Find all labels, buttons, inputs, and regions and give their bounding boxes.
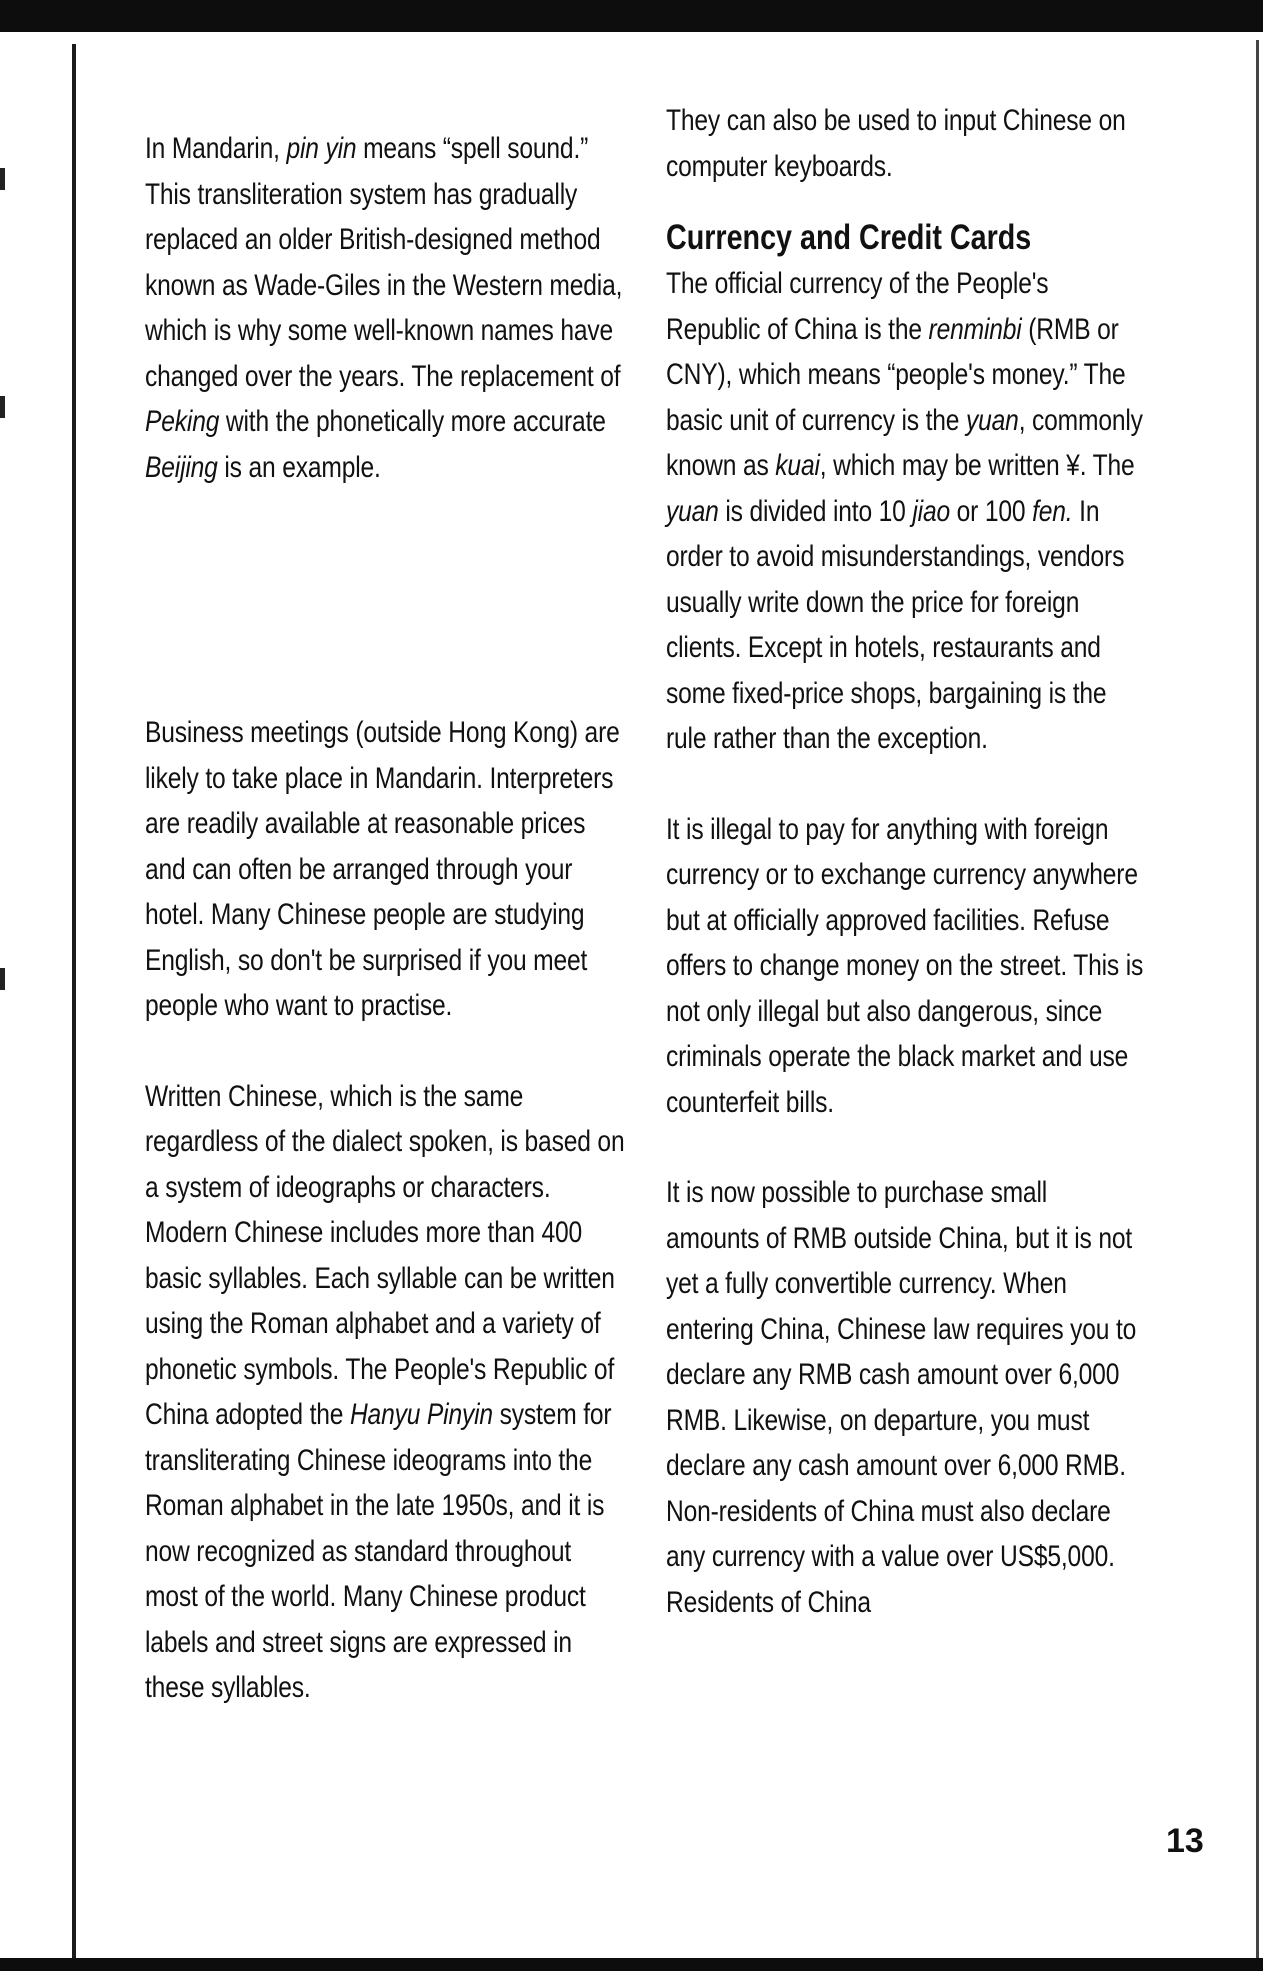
term-pinyin: pin yin: [286, 132, 357, 165]
term-peking: Peking: [145, 405, 220, 438]
term-fen: fen.: [1032, 494, 1073, 528]
left-column-lower: [145, 710, 625, 1711]
currency-paragraph: The official currency of the People's Republic of China is the renminbi (RMB or CNY), which means “people's money.” The basic unit of currency is the yuan, commonly known as kuai, which may be written ¥. The yuan is divided into 10 jiao or 100 fen. In order to avoid misunderstandings, vendors usually write down the price for foreign clients. Except in hotels, restaurants and some fixed-price shops, bargaining is the rule rather than the exception.: [666, 267, 1143, 755]
term-yuan: yuan: [965, 403, 1019, 437]
section-heading: Currency and Credit Cards: [666, 218, 1032, 257]
written-chinese-paragraph: Written Chinese, which is the same regardless of the dialect spoken, is based on a system of ideographs or characters. Modern Chinese includes more than 400 basic syllables. Each syllable can be written using the Roman alphabet and a variety of phonetic symbols. The People's Republic of China adopted the Hanyu Pinyin system for transliterating Chinese ideograms into the Roman alphabet in the late 1950s, and it is now recognized as standard throughout most of the world. Many Chinese product labels and street signs are expressed in these syllables.: [145, 1079, 625, 1704]
illegal-exchange-paragraph: It is illegal to pay for anything with foreign currency or to exchange currency anywhere but at officially approved facilities. Refuse offers to change money on the street. This is not only illegal but also dangerous, since criminals operate the black market and use counterfeit bills.: [666, 812, 1144, 1119]
edge-mark: [0, 168, 5, 190]
page-number: 13: [1166, 1822, 1204, 1860]
keyboard-input-paragraph: They can also be used to input Chinese on computer keyboards.: [666, 104, 1126, 183]
business-meetings-paragraph: Business meetings (outside Hong Kong) are likely to take place in Mandarin. Interpreters are readily available at reasonable prices and can often be arranged through your hotel. Many Chinese people are studying English, so don't be surprised if you meet people who want to practise.: [145, 716, 620, 1022]
top-scan-border: [0, 0, 1263, 32]
bottom-scan-border: [0, 1958, 1263, 1971]
term-renminbi: renminbi: [928, 312, 1022, 346]
term-hanyu-pinyin: Hanyu Pinyin: [349, 1398, 493, 1431]
term-jiao: jiao: [912, 494, 950, 528]
term-yuan: yuan: [666, 494, 719, 528]
edge-mark: [0, 968, 5, 990]
right-column: [666, 98, 1146, 1625]
pinyin-paragraph: In Mandarin, pin yin means “spell sound.” This transliteration system has gradually replaced an older British-designed method known as Wade-Giles in the Western media, which is why some well-known names have changed over the years. The replacement of Peking with the phonetically more accurate Beijing is an example.: [145, 132, 623, 484]
left-margin-rule: [72, 44, 76, 1962]
term-kuai: kuai: [775, 449, 820, 482]
term-beijing: Beijing: [145, 450, 218, 484]
purchase-rmb-paragraph: It is now possible to purchase small amounts of RMB outside China, but it is not yet a fully convertible currency. When entering China, Chinese law requires you to declare any RMB cash amount over 6,000 RMB. Likewise, on departure, you must declare any cash amount over 6,000 RMB. Non-residents of China must also declare any currency with a value over US$5,000. Residents of China: [666, 1176, 1137, 1619]
right-margin-rule: [1256, 40, 1259, 1958]
edge-mark: [0, 396, 5, 418]
left-column: [145, 126, 625, 490]
